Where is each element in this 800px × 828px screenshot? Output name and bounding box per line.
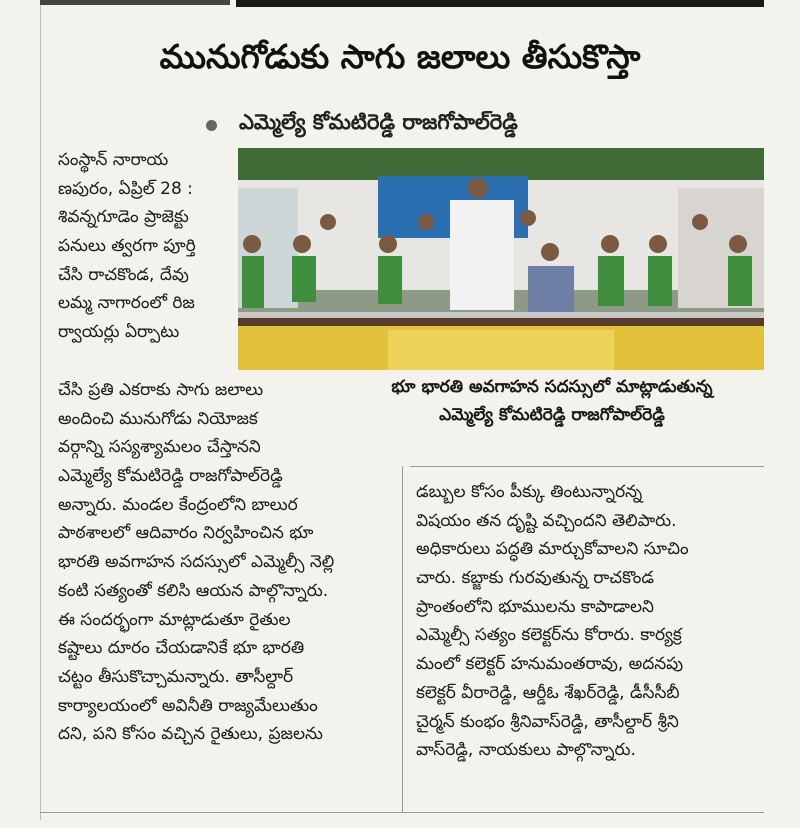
text-line: దని, పని కోసం వచ్చిన రైతులు, ప్రజలను <box>58 724 323 745</box>
text-line: విషయం తన దృష్టి వచ్చిందని తెలిపారు. <box>416 510 677 531</box>
text-line: భారతి అవగాహన సదస్సులో ఎమ్మెల్సీ నెల్లి <box>58 552 335 573</box>
right-column-top-rule <box>410 466 764 467</box>
bottom-rule <box>40 812 764 813</box>
text-line: చారు. కబ్జాకు గురవుతున్న రాచకొండ <box>416 568 654 589</box>
text-line: ఎమ్మెల్యే కోమటిరెడ్డి రాజగోపాల్‌రెడ్డి <box>58 466 283 487</box>
text-line: చేసి రాచకొండ, దేవు <box>58 264 189 285</box>
text-line: లమ్మ నాగారంలో రిజ <box>58 293 195 314</box>
news-photo <box>238 148 764 370</box>
right-column <box>416 478 764 765</box>
subheadline-row <box>206 105 518 145</box>
text-line: ఎమ్మెల్సీ సత్యం కలెక్టర్‌ను కోరారు. కార్యక్ర <box>416 625 682 646</box>
text-line: శివన్నగూడెం ప్రాజెక్టు <box>58 207 189 228</box>
text-line: అధికారులు పద్ధతి మార్చుకోవాలని సూచిం <box>416 539 689 560</box>
text-line: ర్వాయర్లు ఏర్పాటు <box>58 322 180 343</box>
text-line: చట్టం తీసుకొచ్చామన్నారు. తాసీల్దార్ <box>58 666 294 687</box>
subheadline: ఎమ్మెల్యే కోమటిరెడ్డి రాజగోపాల్‌రెడ్డి <box>239 110 518 134</box>
text-line: డబ్బుల కోసం పీక్కు తింటున్నారన్న <box>416 482 643 502</box>
text-line: కార్యాలయంలో అవినీతి రాజ్యమేలుతుం <box>58 695 318 716</box>
text-line: సంస్థాన్ నారాయ <box>58 150 169 170</box>
text-line: వర్గాన్ని సస్యశ్యామలం చేస్తానని <box>58 437 261 458</box>
headline: మునుగోడుకు సాగు జలాలు తీసుకొస్తా <box>159 37 641 76</box>
text-line: పాఠశాలలో ఆదివారం నిర్వహించిన భూ <box>58 523 314 544</box>
text-line: చేసి ప్రతి ఎకరాకు సాగు జలాలు <box>58 380 264 400</box>
left-column-bottom <box>58 376 388 749</box>
text-line: ప్రాంతంలోని భూములను కాపాడాలని <box>416 596 654 617</box>
text-line: ఈ సందర్భంగా మాట్లాడుతూ రైతుల <box>58 609 291 630</box>
text-line: అందించి మునుగోడు నియోజక <box>58 408 258 429</box>
text-line: వాస్‌రెడ్డి, నాయకులు పాల్గొన్నారు. <box>416 740 636 761</box>
photo-caption-line-1: భూ భారతి అవగాహన సదస్సులో మాట్లాడుతున్న <box>391 377 713 397</box>
top-rule-right <box>236 0 764 7</box>
text-line: అన్నారు. మండల కేంద్రంలోని బాలుర <box>58 494 298 515</box>
column-border-left <box>40 5 41 820</box>
meeting-photo-illustration <box>238 148 764 370</box>
text-line: పనులు త్వరగా పూర్తి <box>58 236 196 257</box>
photo-caption <box>340 373 764 429</box>
text-line: కంటి సత్యంతో కలిసి ఆయన పాల్గొన్నారు. <box>58 580 329 601</box>
text-line: కలెక్టర్ వీరారెడ్డి, ఆర్డీఓ శేఖర్‌రెడ్డి, డీసీసీబీ <box>416 682 680 703</box>
left-column-top <box>58 146 238 347</box>
top-rule-left <box>40 0 230 5</box>
text-line: మంలో కలెక్టర్ హనుమంతరావు, అదనపు <box>416 654 684 675</box>
text-line: ణపురం, ఏప్రిల్ 28 : <box>58 178 193 199</box>
photo-caption-line-2: ఎమ్మెల్యే కోమటిరెడ్డి రాజగోపాల్‌రెడ్డి <box>439 405 665 425</box>
column-divider <box>402 466 403 812</box>
text-line: చైర్మన్ కుంభం శ్రీనివాస్‌రెడ్డి, తాసీల్దార్ శ్రీని <box>416 711 679 732</box>
text-line: కష్టాలు దూరం చేయడానికే భూ భారతి <box>58 638 305 659</box>
bullet-icon <box>206 120 217 131</box>
